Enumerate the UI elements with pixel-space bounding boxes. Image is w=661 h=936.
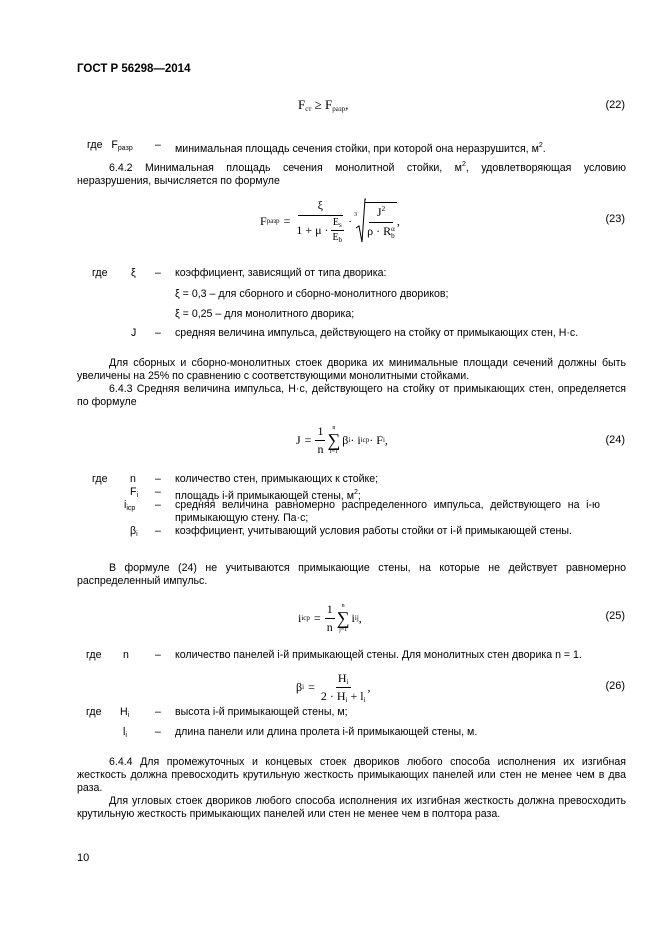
paragraph-prefab-stands: Для сборных и сборно-монолитных стоек дворика их минимальные площади сечений должны быть увеличены на 25% по сравнению с соответствующими монолитными стойками.	[77, 357, 626, 382]
definition-26-symbol-l: $l_i$	[123, 726, 127, 739]
definition-23-text: коэффициент, зависящий от типа дворика:	[175, 267, 387, 279]
definition-23-xi-prefab: ξ = 0,3 – для сборного и сборно-монолитного двориков;	[175, 288, 449, 300]
equation-26: β i = $\frac{H_i}{2 \cdot H_i + l_i}$ ,	[296, 670, 371, 704]
definition-26-symbol-h: $H_i$	[120, 706, 130, 719]
paragraph-formula-24-note: В формуле (24) не учитываются примыкающие стены, на которые не действует равномерно распределенный импульс.	[77, 562, 626, 587]
definition-25-symbol-n: n	[123, 649, 129, 661]
definition-24-where: где	[92, 473, 108, 485]
definition-25-text: количество панелей i-й примыкающей стены. Для монолитных стен дворика n = 1.	[175, 649, 582, 661]
definition-24-symbol-icp: $i_{icp}$	[124, 499, 136, 512]
definition-24-text-beta: коэффициент, учитывающий условия работы стойки от i-й примыкающей стены.	[175, 525, 572, 537]
equation-22: $F_{ст} \ge F_{разр}$,	[298, 97, 349, 113]
definition-26-dash-h: –	[155, 706, 161, 718]
definition-23-xi-monolith: ξ = 0,25 – для монолитного дворика;	[175, 308, 355, 320]
definition-24-text-n: количество стен, примыкающих к стойке;	[175, 473, 379, 485]
definition-22: где $F_{разр}$	[87, 139, 133, 152]
document-header: ГОСТ Р 56298—2014	[77, 63, 191, 75]
definition-26-dash-l: –	[155, 726, 161, 738]
paragraph-6-4-4: 6.4.4 Для промежуточных и концевых стоек двориков любого способа исполнения их изгибная жесткость должна превосходить крутильную жесткость примыкающих панелей или стен не менее чем в два раза.	[77, 756, 626, 794]
paragraph-6-4-2: 6.4.2 Минимальная площадь сечения монолитной стойки, $м^2$, удовлетворяющая условию неразрушения, вычисляется по формуле	[77, 161, 626, 187]
equation-23: F разр = ξ 1 + μ · $\frac{E_s}{E_b}$ · 3 $J^2$ ρ · R α b ,	[260, 198, 400, 244]
definition-24-dash-n: –	[155, 473, 161, 485]
definition-26-where: где	[86, 706, 102, 718]
definition-26-text-l: длина панели или длина пролета i-й примыкающей стены, м.	[175, 726, 478, 738]
definition-22-dash: –	[155, 139, 161, 151]
definition-24-symbol-beta: $\beta_i$	[130, 525, 138, 538]
definition-23-text-j: средняя величина импульса, действующего на стойку от примыкающих стен, Н·с.	[175, 327, 579, 339]
paragraph-corner-stands: Для угловых стоек двориков любого способа исполнения их изгибная жесткость должна превосходить крутильную жесткость примыкающих панелей или стен не менее чем в полтора раза.	[77, 795, 626, 820]
equation-number-26: (26)	[605, 680, 625, 692]
definition-25-dash: –	[155, 649, 161, 661]
equation-number-23: (23)	[605, 213, 625, 225]
definition-23-where: где	[92, 267, 108, 279]
definition-24-dash-beta: –	[155, 525, 161, 537]
equation-number-24: (24)	[605, 434, 625, 446]
equation-24: J = $\frac{1}{n}$ n ∑ i=1 β i · i icp · F i ,	[296, 423, 388, 456]
definition-24-symbol-n: n	[130, 473, 136, 485]
definition-23-dash: –	[155, 267, 161, 279]
definition-24-symbol-f: $F_i$	[130, 486, 139, 499]
definition-23-symbol-j: J	[131, 327, 137, 339]
definition-23-symbol-xi: ξ	[131, 267, 136, 279]
equation-25: i icp = $\frac{1}{n}$ n ∑ j=1 i ij ,	[298, 601, 362, 634]
definition-22-text: минимальная площадь сечения стойки, при которой она неразрушится, $м^2$.	[175, 142, 546, 155]
equation-number-25: (25)	[605, 610, 625, 622]
definition-23-dash-j: –	[155, 327, 161, 339]
definition-24-text-icp: средняя величина равномерно распределенного импульса, действующего на i-ю примыкающую стену. Па·с;	[175, 499, 600, 524]
page-number: 10	[77, 852, 90, 864]
definition-24-dash-f: –	[155, 486, 161, 498]
paragraph-6-4-3: 6.4.3 Средняя величина импульса, Н·с, действующего на стойку от примыкающих стен, определяется по формуле	[77, 383, 626, 408]
definition-24-dash-icp: –	[155, 499, 161, 511]
definition-24-text-f: площадь i-й примыкающей стены, $м^2$;	[175, 489, 361, 502]
definition-26-text-h: высота i-й примыкающей стены, м;	[175, 706, 348, 718]
equation-number-22: (22)	[605, 99, 625, 111]
definition-25-where: где	[86, 649, 102, 661]
